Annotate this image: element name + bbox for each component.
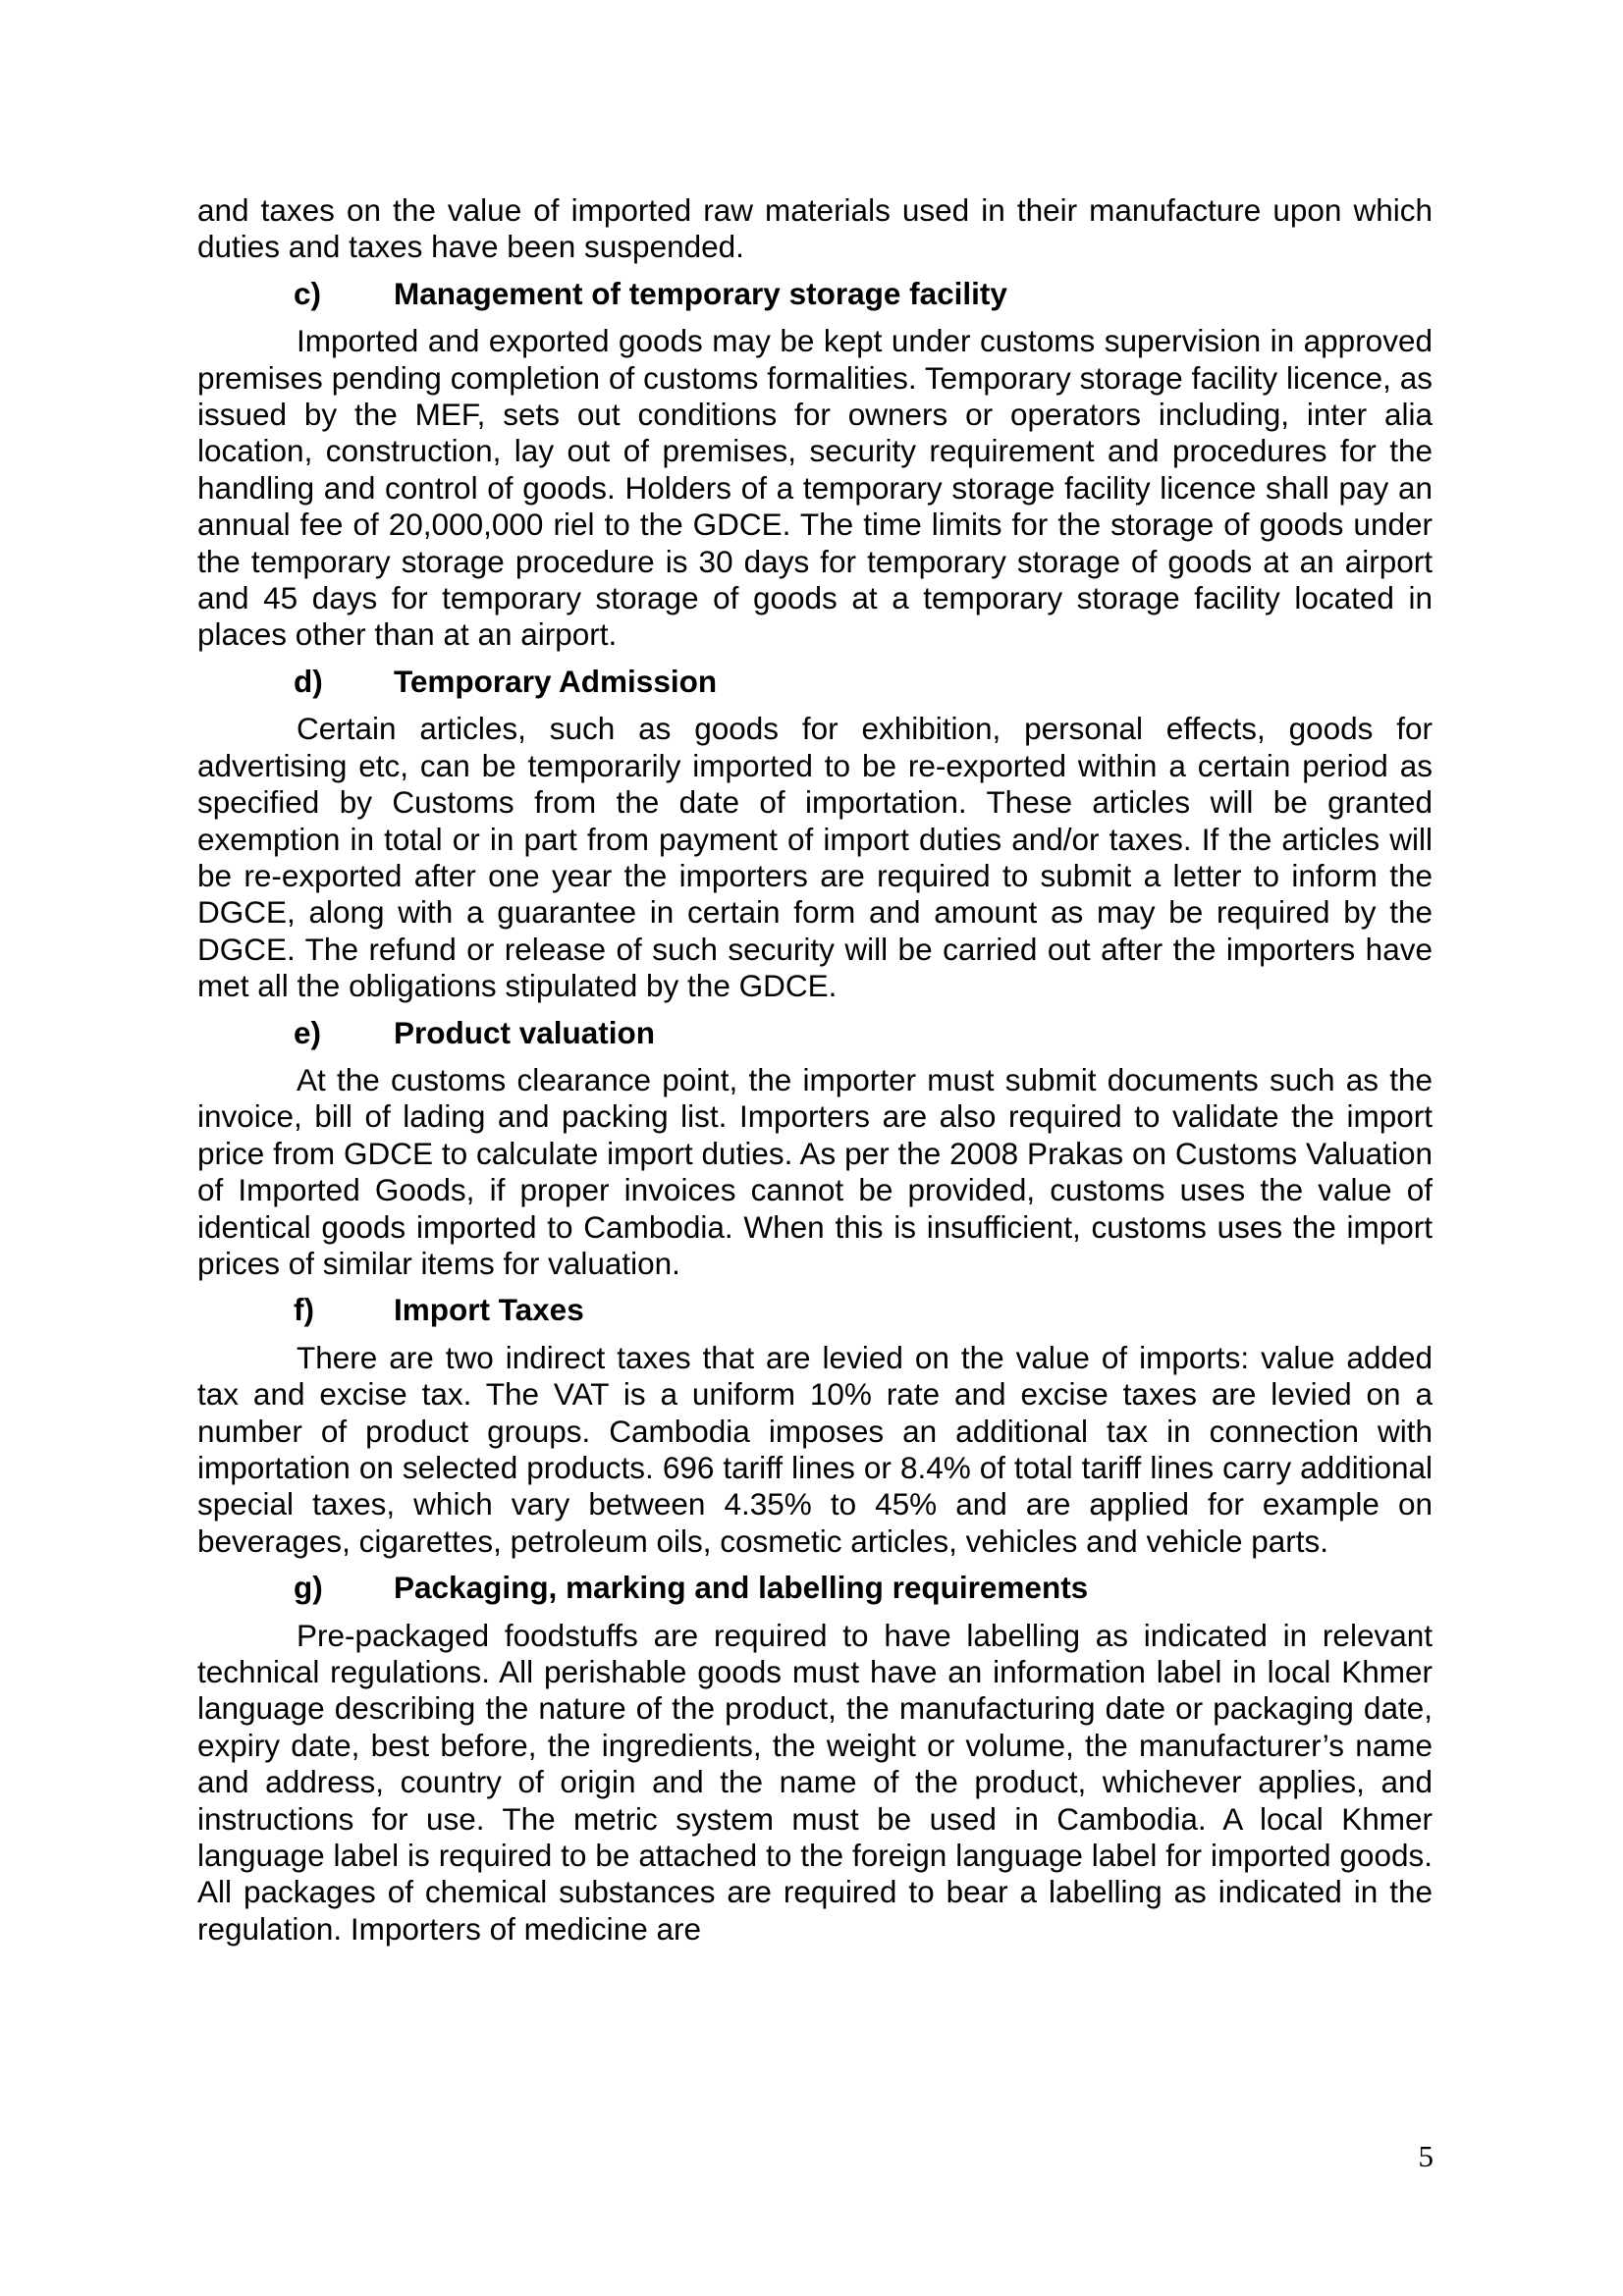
section-heading-e: [197, 1015, 1433, 1051]
page-number: 5: [1418, 2139, 1434, 2173]
section-title: Import Taxes: [394, 1292, 584, 1328]
section-paragraph: At the customs clearance point, the importer must submit documents such as the invoice, bill of lading and packing list. Importers are also required to validate the import price from GDCE to calculate import duties. As per the 2008 Prakas on Customs Valuation of Imported Goods, if proper invoices cannot be provided, customs uses the value of identical goods imported to Cambodia. When this is insufficient, customs uses the import prices of similar items for valuation.: [197, 1061, 1433, 1281]
section-letter: e): [294, 1014, 322, 1050]
page-content: [197, 192, 1433, 1948]
section-heading-g: [197, 1570, 1433, 1606]
section-heading-c: [197, 276, 1433, 312]
section-letter: g): [294, 1570, 323, 1606]
section-title: Product valuation: [394, 1014, 656, 1050]
section-letter: f): [294, 1292, 314, 1328]
section-letter: d): [294, 663, 323, 699]
section-paragraph: Imported and exported goods may be kept under customs supervision in approved premises pending completion of customs formalities. Temporary storage facility licence, as issued by the MEF, sets out conditions for owners or operators including, inter alia location, construction, lay out of premises, security requirement and procedures for the handling and control of goods. Holders of a temporary storage facility licence shall pay an annual fee of 20,000,000 riel to the GDCE. The time limits for the storage of goods under the temporary storage procedure is 30 days for temporary storage of goods at an airport and 45 days for temporary storage of goods at a temporary storage facility located in places other than at an airport.: [197, 323, 1433, 653]
section-paragraph: Pre-packaged foodstuffs are required to have labelling as indicated in relevant technical regulations. All perishable goods must have an information label in local Khmer language describing the nature of the product, the manufacturing date or packaging date, expiry date, best before, the ingredients, the weight or volume, the manufacturer’s name and address, country of origin and the name of the product, whichever applies, and instructions for use. The metric system must be used in Cambodia. A local Khmer language label is required to be attached to the foreign language label for imported goods. All packages of chemical substances are required to bear a labelling as indicated in the regulation. Importers of medicine are: [197, 1617, 1433, 1947]
intro-paragraph: and taxes on the value of imported raw materials used in their manufacture upon which duties and taxes have been suspended.: [197, 192, 1433, 265]
section-title: Packaging, marking and labelling requirements: [394, 1570, 1089, 1606]
section-paragraph: There are two indirect taxes that are levied on the value of imports: value added tax and excise tax. The VAT is a uniform 10% rate and excise taxes are levied on a number of product groups. Cambodia imposes an additional tax in connection with importation on selected products. 696 tariff lines or 8.4% of total tariff lines carry additional special taxes, which vary between 4.35% to 45% and are applied for example on beverages, cigarettes, petroleum oils, cosmetic articles, vehicles and vehicle parts.: [197, 1339, 1433, 1559]
section-title: Temporary Admission: [394, 663, 718, 699]
section-title: Management of temporary storage facility: [394, 275, 1007, 311]
section-heading-f: [197, 1292, 1433, 1328]
section-heading-d: [197, 664, 1433, 700]
section-letter: c): [294, 275, 322, 311]
section-paragraph: Certain articles, such as goods for exhibition, personal effects, goods for advertising etc, can be temporarily imported to be re-exported within a certain period as specified by Customs from the date of importation. These articles will be granted exemption in total or in part from payment of import duties and/or taxes. If the articles will be re-exported after one year the importers are required to submit a letter to inform the DGCE, along with a guarantee in certain form and amount as may be required by the DGCE. The refund or release of such security will be carried out after the importers have met all the obligations stipulated by the GDCE.: [197, 711, 1433, 1004]
